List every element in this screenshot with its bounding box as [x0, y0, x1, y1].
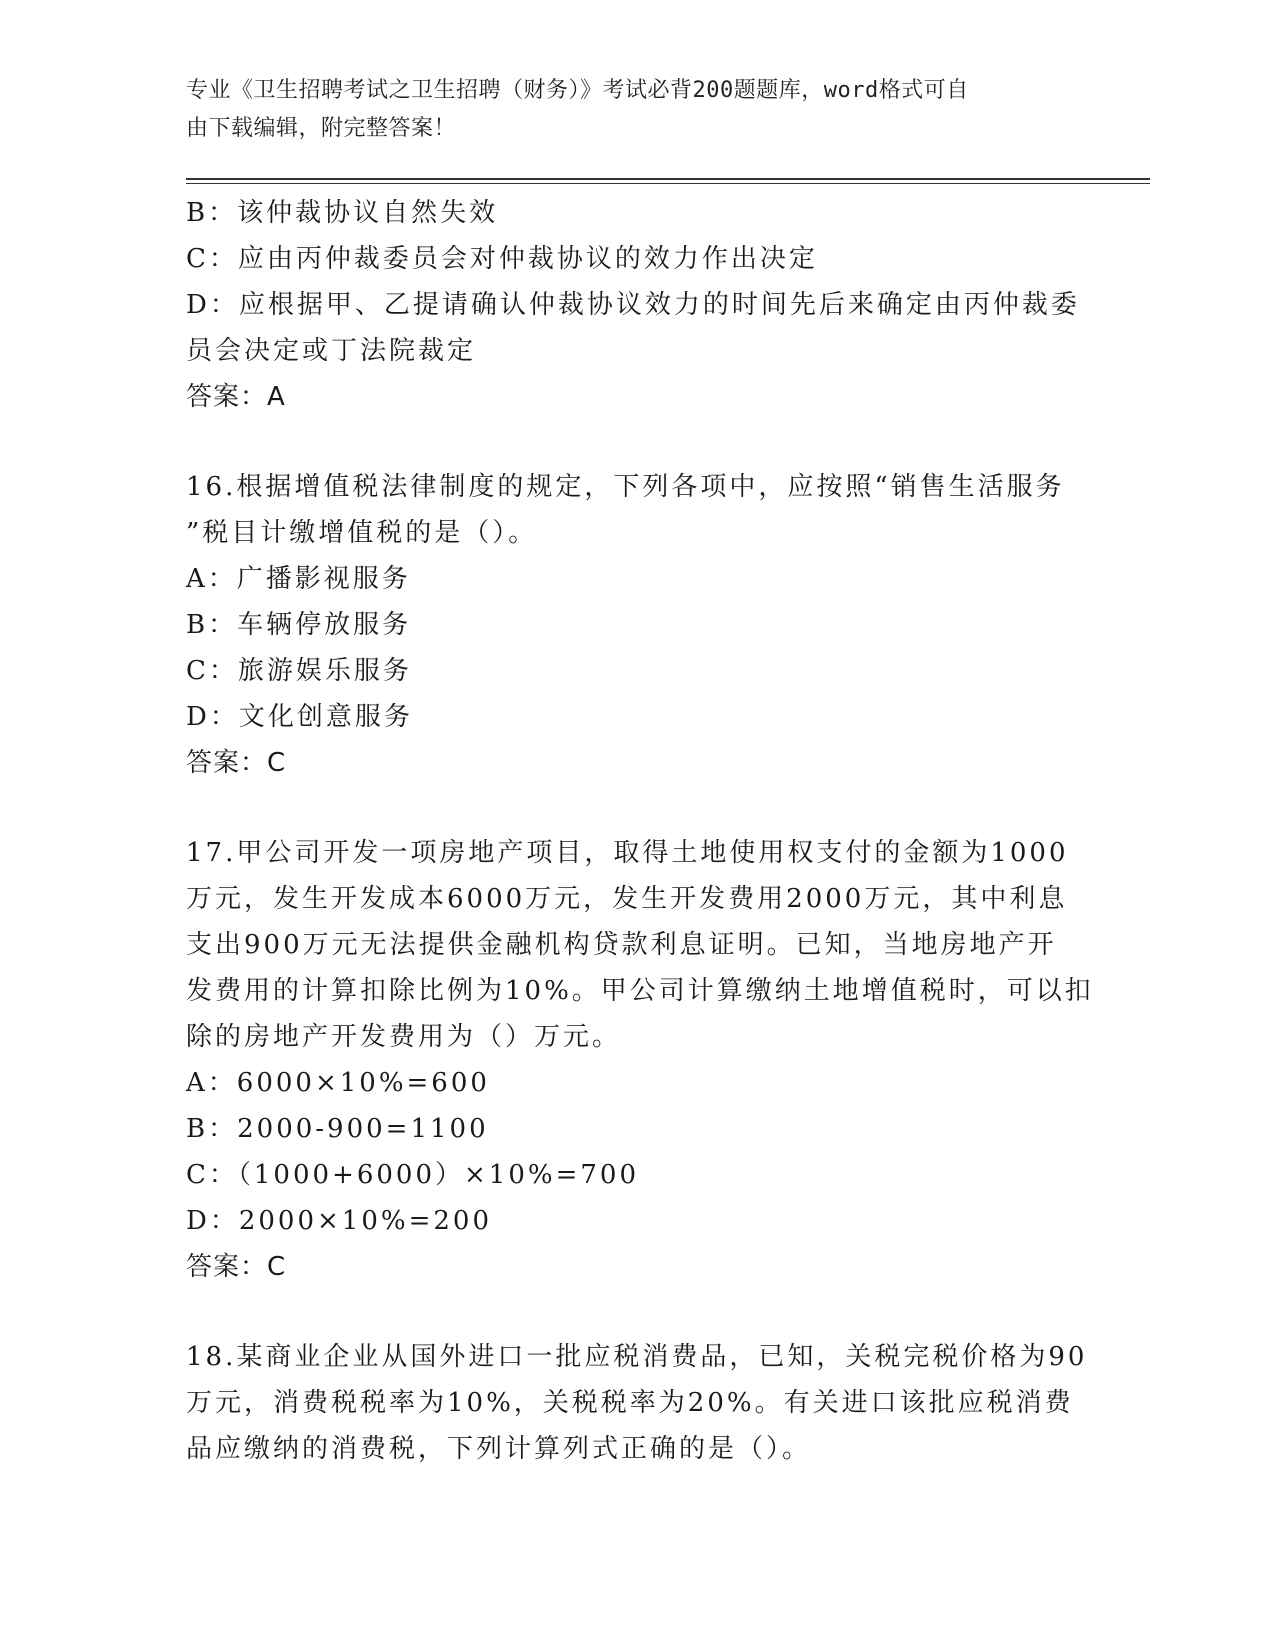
question-15-tail [186, 190, 1086, 420]
question-stem-continued: 支出900万元无法提供金融机构贷款利息证明。已知，当地房地产开 [186, 930, 1057, 960]
question-stem-continued: 除的房地产开发费用为（）万元。 [186, 1022, 622, 1052]
question-stem-continued: 发费用的计算扣除比例为10%。甲公司计算缴纳土地增值税时，可以扣 [186, 976, 1094, 1006]
option-c: C：（1000+6000）×10%=700 [186, 1160, 640, 1190]
option-a: A：6000×10%=600 [186, 1068, 490, 1098]
option-c: C：应由丙仲裁委员会对仲裁协议的效力作出决定 [186, 244, 818, 274]
option-a: A：广播影视服务 [186, 564, 411, 594]
header-rule-top [186, 178, 1150, 180]
header-rule-bottom [186, 183, 1150, 184]
answer: 答案：A [186, 382, 286, 412]
option-b: B：车辆停放服务 [186, 610, 412, 640]
answer: 答案：C [186, 748, 287, 778]
document-body [186, 190, 1094, 1472]
question-18 [186, 1334, 1086, 1472]
question-stem-continued: ”税目计缴增值税的是（）。 [186, 518, 538, 548]
question-stem-continued: 万元，消费税税率为10%，关税税率为20%。有关进口该批应税消费 [186, 1388, 1074, 1418]
question-16 [186, 464, 1086, 786]
question-stem-continued: 万元，发生开发成本6000万元，发生开发费用2000万元，其中利息 [186, 884, 1068, 914]
option-c: C：旅游娱乐服务 [186, 656, 412, 686]
question-stem: 16.根据增值税法律制度的规定，下列各项中，应按照“销售生活服务 [186, 472, 1065, 502]
option-d: D：文化创意服务 [186, 702, 413, 732]
question-stem-continued: 品应缴纳的消费税，下列计算列式正确的是（）。 [186, 1434, 812, 1464]
header-line-2: 由下载编辑，附完整答案！ [186, 116, 457, 141]
answer: 答案：C [186, 1252, 287, 1282]
option-b: B：该仲裁协议自然失效 [186, 198, 499, 228]
question-stem: 17.甲公司开发一项房地产项目，取得土地使用权支付的金额为1000 [186, 838, 1069, 868]
header-line-1: 专业《卫生招聘考试之卫生招聘（财务）》考试必背200题题库，word格式可自 [186, 78, 969, 103]
option-d: D：应根据甲、乙提请确认仲裁协议效力的时间先后来确定由丙仲裁委 [186, 290, 1080, 320]
document-header [186, 72, 1066, 148]
option-d: D：2000×10%=200 [186, 1206, 492, 1236]
option-d-continued: 员会决定或丁法院裁定 [186, 336, 477, 366]
question-17 [186, 830, 1094, 1290]
option-b: B：2000-900=1100 [186, 1114, 489, 1144]
question-stem: 18.某商业企业从国外进口一批应税消费品，已知，关税完税价格为90 [186, 1342, 1088, 1372]
